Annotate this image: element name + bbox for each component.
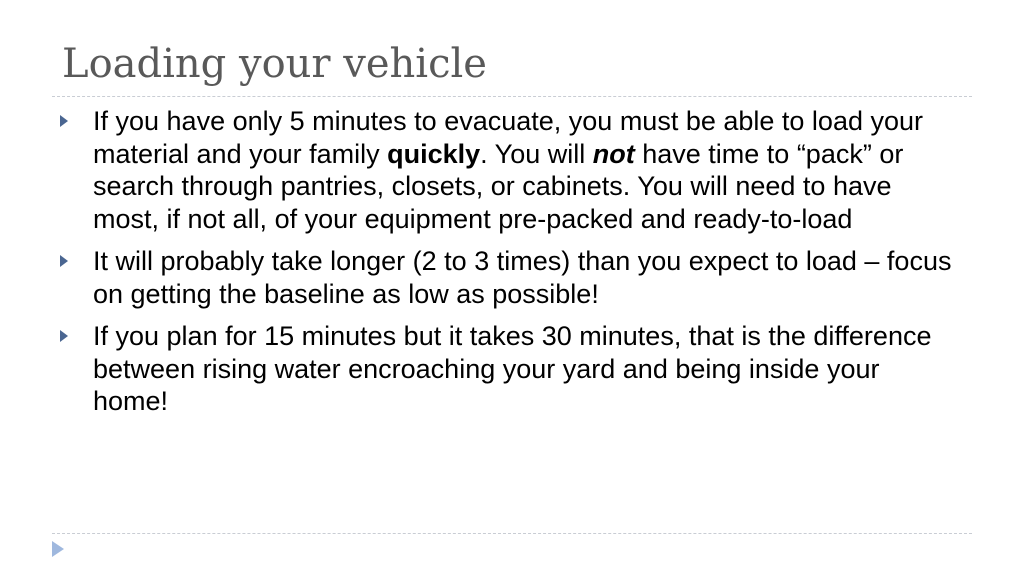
bullet-text-3: If you plan for 15 minutes but it takes 30 minutes, that is the difference between rising water encroaching your yard and being inside your home! bbox=[93, 321, 932, 416]
bullet-1-emphasis-not: not bbox=[592, 138, 635, 169]
bullet-list bbox=[60, 105, 960, 428]
next-slide-triangle-icon[interactable] bbox=[52, 541, 64, 557]
triangle-right-icon bbox=[60, 330, 68, 342]
bullet-1-emphasis-quickly: quickly bbox=[387, 138, 481, 169]
bullet-text-1 bbox=[93, 106, 923, 234]
bullet-1-part-5: have time to “pack” or search through pantries, closets, or cabinets. You will need to have most, if not all, of your equipment pre-packed and ready-to-load bbox=[93, 138, 904, 234]
bullet-1-part-3: . You will bbox=[480, 138, 593, 169]
bullet-item-2 bbox=[60, 245, 960, 310]
footer-divider bbox=[52, 533, 972, 534]
bullet-1-part-1: If you have only 5 minutes to evacuate, you must be able to load your material and your family bbox=[93, 106, 923, 169]
bullet-text-2: It will probably take longer (2 to 3 times) than you expect to load – focus on getting the baseline as low as possible! bbox=[93, 246, 952, 309]
slide-title: Loading your vehicle bbox=[62, 41, 487, 87]
bullet-item-3 bbox=[60, 320, 960, 418]
triangle-right-icon bbox=[60, 115, 68, 127]
title-divider bbox=[52, 96, 972, 97]
triangle-right-icon bbox=[60, 255, 68, 267]
bullet-item-1 bbox=[60, 105, 960, 235]
